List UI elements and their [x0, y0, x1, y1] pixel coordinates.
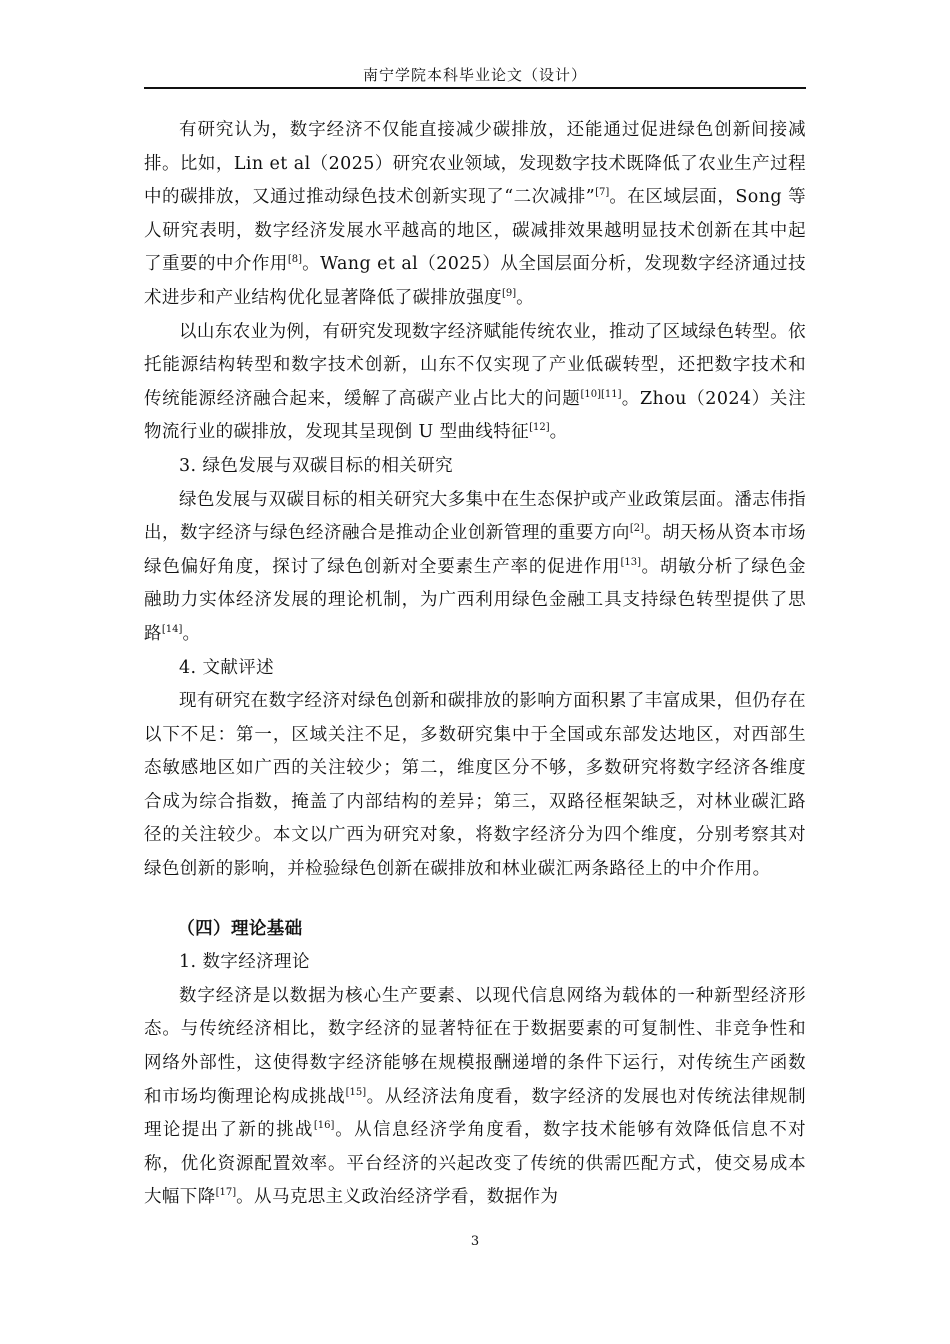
p3-text-3: 。胡敏分析了绿色金融助力实体经济发展的理论机制，为广西利用绿色金融工具支持绿色转型提供了思路 [144, 556, 806, 644]
p3-text-2: 。胡天杨从资本市场绿色偏好角度，探讨了绿色创新对全要素生产率的促进作用 [144, 523, 806, 577]
p2-text-1: 以山东农业为例，有研究发现数字经济赋能传统农业，推动了区域绿色转型。依托能源结构转型和数字技术创新，山东不仅实现了产业低碳转型，还把数字技术和传统能源经济融合起来，缓解了高碳产业占比大的问题 [144, 321, 806, 409]
citation-15: [15] [345, 1086, 367, 1098]
citation-9: [9] [502, 288, 517, 300]
p5-text-3: 。从信息经济学角度看，数字技术能够有效降低信息不对称，优化资源配置效率。平台经济的兴起改变了传统的供需匹配方式，使交易成本大幅下降 [144, 1120, 807, 1208]
subheading-4: 4. 文献评述 [179, 657, 275, 678]
paragraph-3 [144, 484, 806, 652]
p1-text-3: 。Wang et al（2025）从全国层面分析，发现数字经济通过技术进步和产业结构优化显著降低了碳排放强度 [144, 254, 806, 308]
citation-14: [14] [161, 624, 183, 636]
citation-17: [17] [215, 1187, 237, 1199]
citation-8: [8] [287, 254, 303, 266]
subheading-5: 1. 数字经济理论 [179, 952, 310, 973]
paragraph-4: 现有研究在数字经济对绿色创新和碳排放的影响方面积累了丰富成果，但仍存在以下不足：第一，区域关注不足，多数研究集中于全国或东部发达地区，对西部生态敏感地区如广西的关注较少；第二，维度区分不够，多数研究将数字经济各维度合成为综合指数，掩盖了内部结构的差异；第三，双路径框架缺乏，对林业碳汇路径的关注较少。本文以广西为研究对象，将数字经济分为四个维度，分别考察其对绿色创新的影响，并检验绿色创新在碳排放和林业碳汇两条路径上的中介作用。 [144, 691, 806, 880]
citation-7: [7] [595, 187, 610, 199]
citation-10-11: [10][11] [580, 388, 622, 400]
header-rule [144, 87, 806, 89]
p5-text-4: 。从马克思主义政治经济学看，数据作为 [236, 1187, 559, 1208]
p2-text-2: 。Zhou（2024）关注物流行业的碳排放，发现其呈现倒 U 型曲线特征 [144, 388, 806, 443]
p1-text-2: 。在区域层面，Song 等人研究表明，数字经济发展水平越高的地区，碳减排效果越明显技术创新在其中起了重要的中介作用 [144, 187, 806, 275]
p1-text-4: 。 [516, 287, 535, 308]
p5-text-1: 数字经济是以数据为核心生产要素、以现代信息网络为载体的一种新型经济形态。与传统经济相比，数字经济的显著特征在于数据要素的可复制性、非竞争性和网络外部性，这使得数字经济能够在规模报酬递增的条件下运行，对传统生产函数和市场均衡理论构成挑战 [144, 985, 806, 1107]
subheading-3: 3. 绿色发展与双碳目标的相关研究 [179, 455, 454, 476]
page-number: 3 [470, 1234, 480, 1249]
paragraph-1 [144, 114, 806, 316]
running-header: 南宁学院本科毕业论文（设计） [362, 66, 587, 84]
citation-16: [16] [313, 1120, 335, 1132]
page-body [144, 114, 806, 1215]
p3-text-4: 。 [182, 623, 201, 644]
citation-12: [12] [529, 422, 550, 434]
p1-text-1: 有研究认为，数字经济不仅能直接减少碳排放，还能通过促进绿色创新间接减排。比如，Lin et al（2025）研究农业领域，发现数字技术既降低了农业生产过程中的碳排放，又通过推动绿色技术创新实现了“二次减排” [144, 120, 806, 208]
paragraph-5 [144, 980, 806, 1215]
section-heading: （四）理论基础 [177, 918, 303, 939]
p2-text-3: 。 [549, 422, 568, 443]
paragraph-2 [144, 316, 806, 450]
p3-text-1: 绿色发展与双碳目标的相关研究大多集中在生态保护或产业政策层面。潘志伟指出，数字经济与绿色经济融合是推动企业创新管理的重要方向 [144, 489, 806, 544]
p5-text-2: 。从经济法角度看，数字经济的发展也对传统法律规制理论提出了新的挑战 [144, 1086, 806, 1141]
citation-13: [13] [620, 556, 642, 568]
citation-2: [2] [629, 523, 645, 535]
